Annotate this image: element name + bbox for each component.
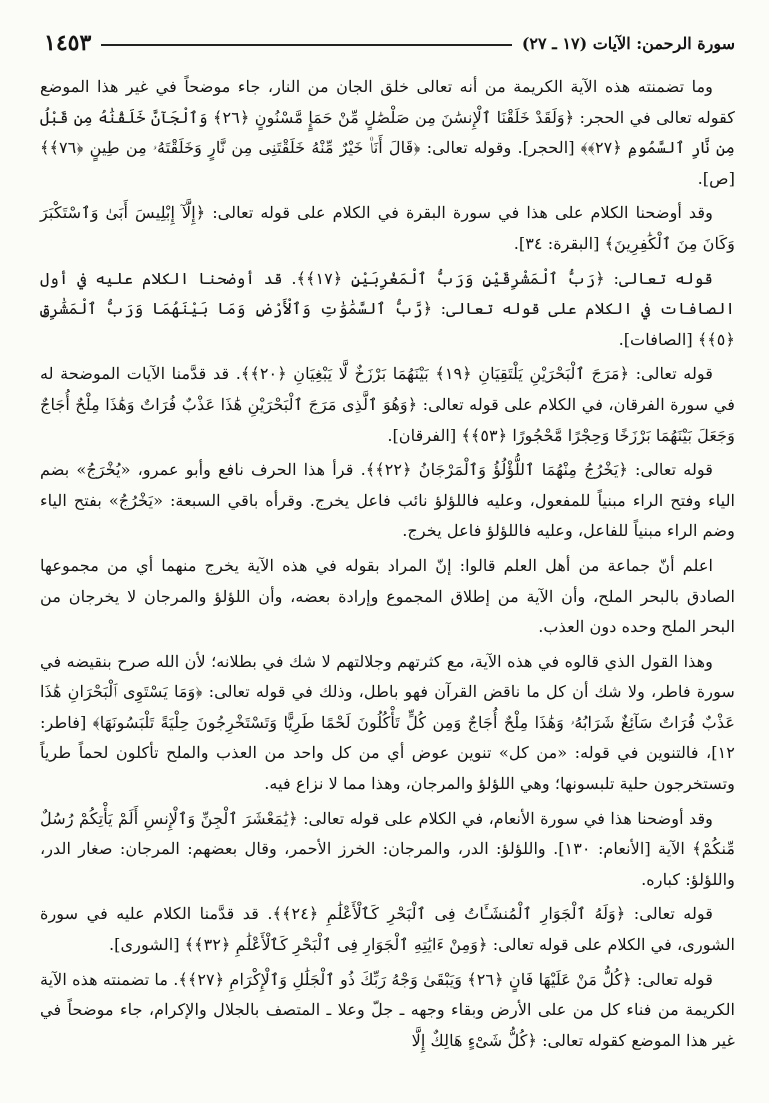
paragraph: وقد أوضحنا الكلام على هذا في سورة البقرة في الكلام على قوله تعالى: ﴿إِلَّآ إِبْلِيسَ أَبَىٰ وَٱسْتَكْبَرَ وَكَانَ مِنَ ٱلْكَٰفِرِينَ﴾ [البقرة: ٣٤]. bbox=[40, 203, 735, 253]
header-rule bbox=[101, 44, 512, 46]
paragraph: قوله تعالى: ﴿يَخْرُجُ مِنْهُمَا ٱللُّؤْلُؤُ وَٱلْمَرْجَانُ ﴿٢٢﴾﴾. قرأ هذا الحرف نافع وأبو عمرو، «يُخْرَجُ» بضم الياء وفتح الراء مبنياً للمفعول، وعليه فاللؤلؤ نائب فاعل يخرج. وقرأه باقي السبعة: «يَخْرُجُ» بفتح الياء وضم الراء مبنياً للفاعل، وعليه فاللؤلؤ فاعل يخرج. bbox=[40, 460, 735, 541]
paragraph: وما تضمنته هذه الآية الكريمة من أنه تعالى خلق الجان من النار، جاء موضحاً في غير هذا الموضع كقوله تعالى في الحجر: ﴿وَلَقَدْ خَلَقْنَا ٱلْإِنسَٰنَ مِن صَلْصَٰلٍ مِّنْ حَمَإٍ مَّسْنُونٍ ﴿٢٦﴾ وَٱلْجَآنَّ خَلَقْنَٰهُ مِن قَبْلُ مِن نَّارِ ٱلسَّمُومِ ﴿٢٧﴾﴾ [الحجر]. وقوله تعالى: ﴿قَالَ أَنَا۠ خَيْرٌ مِّنْهُ خَلَقْتَنِى مِن نَّارٍ وَخَلَقْتَهُۥ مِن طِينٍ ﴿٧٦﴾﴾ [ص]. bbox=[40, 77, 736, 188]
paragraph: وهذا القول الذي قالوه في هذه الآية، مع كثرتهم وجلالتهم لا شك في بطلانه؛ لأن الله صرح بنقيضه في سورة فاطر، ولا شك أن كل ما ناقض القرآن فهو باطل، وذلك في قوله تعالى: ﴿وَمَا يَسْتَوِى ٱلْبَحْرَانِ هَٰذَا عَذْبٌ فُرَاتٌ سَآئِغٌ شَرَابُهُۥ وَهَٰذَا مِلْحٌ أُجَاجٌ وَمِن كُلٍّ تَأْكُلُونَ لَحْمًا طَرِيًّا وَتَسْتَخْرِجُونَ حِلْيَةً تَلْبَسُونَهَا﴾ [فاطر: ١٢]، فالتنوين في قوله: «من كل» تنوين عوض أي من كل واحد من العذب والملح تأكلون لحماً طرياً وتستخرجون حلية تلبسونها؛ وهي اللؤلؤ والمرجان، وهذا مما لا نزاع فيه. bbox=[40, 651, 735, 794]
paragraph: قوله تعالى: ﴿مَرَجَ ٱلْبَحْرَيْنِ يَلْتَقِيَانِ ﴿١٩﴾ بَيْنَهُمَا بَرْزَخٌ لَّا يَبْغِيَانِ ﴿٢٠﴾﴾. قد قدَّمنا الآيات الموضحة له في سورة الفرقان، في الكلام على قوله تعالى: ﴿وَهُوَ ٱلَّذِى مَرَجَ ٱلْبَحْرَيْنِ هَٰذَا عَذْبٌ فُرَاتٌ وَهَٰذَا مِلْحٌ أُجَاجٌ وَجَعَلَ بَيْنَهُمَا بَرْزَخًا وَحِجْرًا مَّحْجُورًا ﴿٥٣﴾﴾ [الفرقان]. bbox=[40, 364, 735, 445]
running-title: سورة الرحمن: الآيات (١٧ ـ ٢٧) bbox=[521, 33, 735, 53]
paragraph: اعلم أنّ جماعة من أهل العلم قالوا: إنّ المراد بقوله في هذه الآية يخرج منهما أي من مجموعها الصادق بالبحر الملح، وأن الآية من إطلاق المجموع وإرادة بعضه، وأن اللؤلؤ والمرجان لا يخرجان من البحر الملح وحده دون العذب. bbox=[40, 555, 735, 637]
paragraph: قوله تعالى: ﴿كُلُّ مَنْ عَلَيْهَا فَانٍ ﴿٢٦﴾ وَيَبْقَىٰ وَجْهُ رَبِّكَ ذُو ٱلْجَلَٰلِ وَٱلْإِكْرَامِ ﴿٢٧﴾﴾. ما تضمنته هذه الآية الكريمة من فناء كل من على الأرض وبقاء وجهه ـ جلّ وعلا ـ المتصف بالجلال والإكرام، جاء موضحاً في غير هذا الموضع كقوله تعالى: ﴿كُلُّ شَىْءٍ هَالِكٌ إِلَّا bbox=[40, 969, 735, 1050]
page-number: ١٤٥٣ bbox=[44, 30, 92, 56]
paragraph: وقد أوضحنا هذا في سورة الأنعام، في الكلام على قوله تعالى: ﴿يَٰمَعْشَرَ ٱلْجِنِّ وَٱلْإِنسِ أَلَمْ يَأْتِكُمْ رُسُلٌ مِّنكُمْ﴾ الآية [الأنعام: ١٣٠]. واللؤلؤ: الدر، والمرجان: الخرز الأحمر، وقال بعضهم: المرجان: صغار الدر، واللؤلؤ: كباره. bbox=[40, 808, 735, 889]
page-header bbox=[44, 28, 735, 58]
paragraph: قوله تعالى: ﴿وَلَهُ ٱلْجَوَارِ ٱلْمُنشَـَٔاتُ فِى ٱلْبَحْرِ كَٱلْأَعْلَٰمِ ﴿٢٤﴾﴾. قد قدَّمنا الكلام عليه في سورة الشورى، في الكلام على قوله تعالى: ﴿وَمِنْ ءَايَٰتِهِ ٱلْجَوَارِ فِى ٱلْبَحْرِ كَٱلْأَعْلَٰمِ ﴿٣٢﴾﴾ [الشورى]. bbox=[40, 904, 735, 955]
page-body bbox=[40, 72, 735, 1056]
paragraph: قوله تعالى: ﴿رَبُّ ٱلْمَشْرِقَيْنِ وَرَبُّ ٱلْمَغْرِبَيْنِ ﴿١٧﴾﴾. قد أوضحنا الكلام عليه في أول الصافات في الكلام على قوله تعالى: ﴿رَّبُّ ٱلسَّمَٰوَٰتِ وَٱلْأَرْضِ وَمَا بَيْنَهُمَا وَرَبُّ ٱلْمَشَٰرِقِ ﴿٥﴾﴾ [الصافات]. bbox=[40, 268, 735, 349]
